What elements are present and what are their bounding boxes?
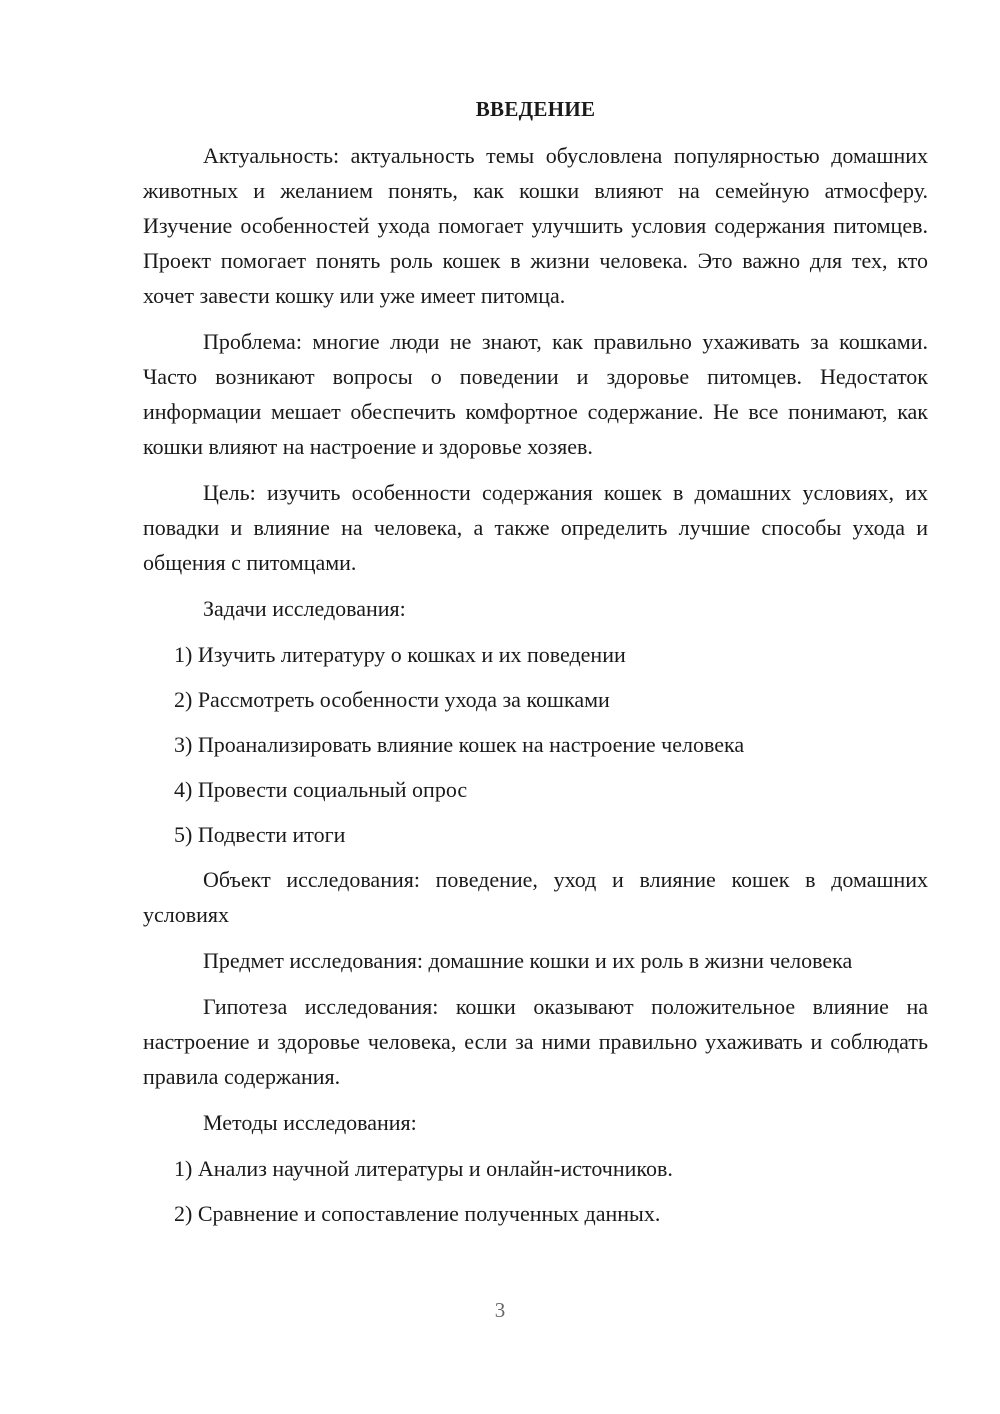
list-item: 1) Изучить литературу о кошках и их поведении (174, 642, 626, 667)
page-title: ВВЕДЕНИЕ (475, 97, 596, 121)
list-item: 2) Сравнение и сопоставление полученных данных. (174, 1201, 661, 1226)
list-item: 4) Провести социальный опрос (174, 777, 468, 802)
list-item: 5) Подвести итоги (174, 822, 346, 847)
problem-paragraph: Проблема: многие люди не знают, как правильно ухаживать за кошками. Часто возникают вопросы о поведении и здоровье питомцев. Недостаток информации мешает обеспечить комфортное содержание. Не все понимают, как кошки влияют на настроение и здоровье хозяев. (143, 329, 928, 459)
hypothesis-paragraph: Гипотеза исследования: кошки оказывают положительное влияние на настроение и здоровье человека, если за ними правильно ухаживать и соблюдать правила содержания. (143, 994, 928, 1089)
methods-heading: Методы исследования: (203, 1110, 417, 1135)
methods-list (143, 1151, 928, 1231)
subject-paragraph: Предмет исследования: домашние кошки и их роль в жизни человека (203, 948, 853, 973)
tasks-heading: Задачи исследования: (203, 596, 406, 621)
list-item: 3) Проанализировать влияние кошек на настроение человека (174, 732, 745, 757)
object-paragraph: Объект исследования: поведение, уход и влияние кошек в домашних условиях (143, 867, 928, 927)
tasks-list (143, 637, 928, 852)
goal-paragraph: Цель: изучить особенности содержания кошек в домашних условиях, их повадки и влияние на человека, а также определить лучшие способы ухода и общения с питомцами. (143, 480, 928, 575)
list-item: 2) Рассмотреть особенности ухода за кошками (174, 687, 610, 712)
relevance-paragraph: Актуальность: актуальность темы обусловлена популярностью домашних животных и желанием понять, как кошки влияют на семейную атмосферу. Изучение особенностей ухода помогает улучшить условия содержания питомцев. Проект помогает понять роль кошек в жизни человека. Это важно для тех, кто хочет завести кошку или уже имеет питомца. (143, 143, 928, 308)
list-item: 1) Анализ научной литературы и онлайн-источников. (174, 1156, 673, 1181)
page-content (143, 92, 928, 1241)
page-number: 3 (494, 1298, 506, 1322)
